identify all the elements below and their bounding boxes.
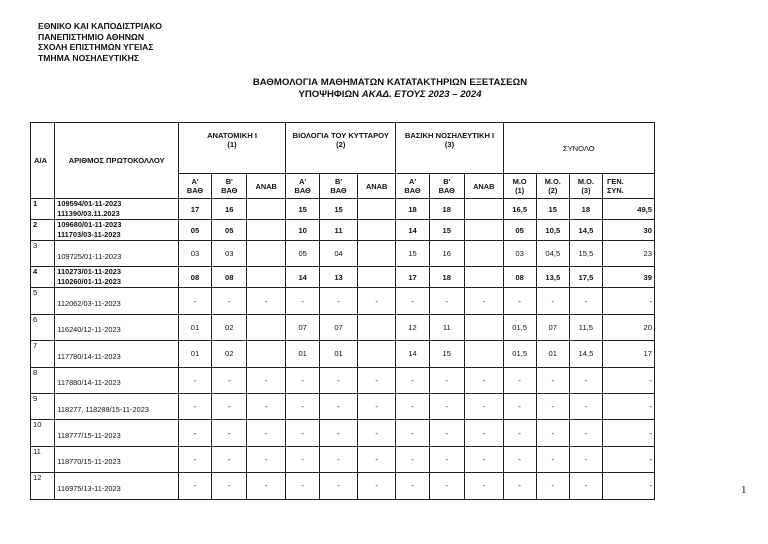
aa-header bbox=[31, 123, 55, 199]
grade-cell-a1: 03 bbox=[178, 241, 211, 267]
grand-total-label: ΓΕΝ. bbox=[606, 177, 624, 186]
grade-cell-b3: 16 bbox=[429, 241, 464, 267]
grade-cell-b1: 05 bbox=[212, 220, 247, 241]
protocol-number-secondary: 111703/03-11-2023 bbox=[57, 230, 121, 239]
grade-cell-b1: - bbox=[212, 473, 247, 499]
grade-cell-b1: - bbox=[212, 420, 247, 446]
subject2-anab-label: ΑΝΑΒ bbox=[365, 181, 388, 191]
table-row bbox=[31, 199, 655, 220]
subject1-a-label: Α' bbox=[191, 177, 199, 186]
row-number: 6 bbox=[31, 314, 55, 340]
protocol-number-cell bbox=[55, 288, 179, 314]
grade-cell-b2: - bbox=[320, 367, 358, 393]
grade-cell-m2: 04,5 bbox=[536, 241, 569, 267]
grade-cell-a2: - bbox=[286, 473, 320, 499]
grade-cell-m3: 14,5 bbox=[569, 341, 602, 367]
protocol-number-cell bbox=[55, 393, 179, 419]
grade-cell-b3: - bbox=[429, 288, 464, 314]
row-number: 12 bbox=[31, 473, 55, 499]
subject3-a-label: Α' bbox=[408, 177, 417, 186]
title-line1: ΒΑΘΜΟΛΟΓΙΑ ΜΑΘΗΜΑΤΩΝ ΚΑΤΑΤΑΚΤΗΡΙΩΝ ΕΞΕΤΑΣΕΩΝ bbox=[252, 77, 528, 88]
grade-cell-r2 bbox=[357, 314, 396, 340]
mean1-label: Μ.Ο bbox=[512, 177, 527, 186]
grade-cell-r1 bbox=[247, 220, 286, 241]
protocol-number-cell bbox=[55, 267, 179, 288]
protocol-number: 110273/01-11-2023 bbox=[57, 267, 121, 277]
grade-cell-m2: - bbox=[536, 288, 569, 314]
grade-cell-m2: 13,5 bbox=[536, 267, 569, 288]
grade-cell-m3: - bbox=[569, 420, 602, 446]
subject3-b-grade-header bbox=[429, 174, 464, 199]
grade-cell-r3: - bbox=[464, 288, 503, 314]
table-row bbox=[31, 220, 655, 241]
subject1-anab-label: ΑΝΑΒ bbox=[255, 181, 277, 191]
grade-cell-m3: - bbox=[569, 288, 602, 314]
grade-cell-r3: - bbox=[464, 393, 503, 419]
grade-cell-m3: - bbox=[569, 473, 602, 499]
grade-cell-b2: 11 bbox=[320, 220, 358, 241]
protocol-number-secondary: 111390/03.11.2023 bbox=[57, 209, 120, 218]
grade-cell-r3 bbox=[464, 241, 503, 267]
grade-cell-m1: 16,5 bbox=[503, 199, 536, 220]
table-row bbox=[31, 314, 655, 340]
grade-cell-a3: 12 bbox=[396, 314, 429, 340]
protocol-number: 109680/01-11-2023 bbox=[57, 220, 122, 229]
grade-cell-r1 bbox=[247, 314, 286, 340]
grade-cell-r3 bbox=[464, 199, 503, 220]
grade-cell-r2: - bbox=[357, 393, 396, 419]
grade-cell-b3: - bbox=[429, 393, 464, 419]
grade-cell-m1: - bbox=[503, 473, 536, 499]
grand-total-header bbox=[602, 174, 654, 199]
row-number: 3 bbox=[31, 241, 55, 267]
table-body bbox=[31, 199, 655, 500]
protocol-number: 117880/14-11-2023 bbox=[57, 378, 121, 388]
grand-total-sublabel: ΣΥΝ. bbox=[606, 186, 624, 195]
grade-cell-a1: 05 bbox=[178, 220, 211, 241]
total-header bbox=[503, 123, 654, 174]
grade-cell-a1: - bbox=[178, 446, 211, 472]
subject3-header bbox=[396, 123, 503, 174]
row-number: 7 bbox=[31, 341, 55, 367]
grade-cell-r1: - bbox=[247, 473, 286, 499]
subject1-number: (1) bbox=[227, 140, 237, 149]
grade-cell-r2 bbox=[357, 241, 396, 267]
protocol-number: 109594/01-11-2023 bbox=[57, 199, 122, 208]
grade-cell-m1: 01,5 bbox=[503, 314, 536, 340]
grade-cell-b3: 15 bbox=[429, 341, 464, 367]
grade-cell-m2: 10,5 bbox=[536, 220, 569, 241]
grade-cell-gen: - bbox=[602, 288, 654, 314]
grade-cell-a1: - bbox=[178, 420, 211, 446]
mean1-header bbox=[503, 174, 536, 199]
subject1-name: ΑΝΑΤΟΜΙΚΗ Ι bbox=[207, 131, 257, 140]
grade-cell-gen: - bbox=[602, 420, 654, 446]
grade-cell-b1: - bbox=[212, 446, 247, 472]
table-row bbox=[31, 341, 655, 367]
protocol-number: 116240/12-11-2023 bbox=[57, 325, 121, 335]
grade-cell-b3: 11 bbox=[429, 314, 464, 340]
grade-cell-b1: - bbox=[212, 288, 247, 314]
protocol-number: 118277, 118288/15-11-2023 bbox=[57, 404, 149, 414]
grade-cell-r2: - bbox=[357, 473, 396, 499]
grade-cell-m1: - bbox=[503, 288, 536, 314]
grade-cell-a3: 18 bbox=[396, 199, 429, 220]
subject1-b-sublabel: ΒΑΘ bbox=[221, 186, 238, 195]
grade-cell-b1: 08 bbox=[212, 267, 247, 288]
grade-cell-a3: 14 bbox=[396, 341, 429, 367]
grade-cell-m3: 14,5 bbox=[569, 220, 602, 241]
grade-cell-gen: 17 bbox=[602, 341, 654, 367]
subject3-a-grade-header bbox=[396, 174, 429, 199]
subject3-anab-label: ΑΝΑΒ bbox=[473, 181, 495, 191]
subject3-b-label: Β' bbox=[443, 177, 451, 186]
academic-year: ΑΚΑΔ. ΕΤΟΥΣ 2023 – 2024 bbox=[361, 88, 482, 100]
protocol-number-cell bbox=[55, 473, 179, 499]
grade-cell-a1: 08 bbox=[178, 267, 211, 288]
grade-cell-a1: 17 bbox=[178, 199, 211, 220]
grade-cell-a1: 01 bbox=[178, 314, 211, 340]
grade-cell-a2: 14 bbox=[286, 267, 320, 288]
table-row bbox=[31, 420, 655, 446]
subject2-number: (2) bbox=[336, 140, 346, 149]
grade-cell-a2: - bbox=[286, 367, 320, 393]
table-row bbox=[31, 393, 655, 419]
protocol-number: 109725/01-11-2023 bbox=[57, 251, 122, 261]
grade-cell-m2: - bbox=[536, 420, 569, 446]
grade-cell-m3: - bbox=[569, 393, 602, 419]
grade-cell-m2: - bbox=[536, 367, 569, 393]
grade-cell-b2: 04 bbox=[320, 241, 358, 267]
grade-cell-r1 bbox=[247, 341, 286, 367]
row-number: 10 bbox=[31, 420, 55, 446]
grade-cell-m1: 08 bbox=[503, 267, 536, 288]
grade-cell-b1: 02 bbox=[212, 341, 247, 367]
subject2-b-sublabel: ΒΑΘ bbox=[330, 186, 347, 195]
grade-cell-a2: - bbox=[286, 393, 320, 419]
grade-cell-r1 bbox=[247, 199, 286, 220]
university-name-line1: ΕΘΝΙΚΟ ΚΑΙ ΚΑΠΟΔΙΣΤΡΙΑΚΟ bbox=[38, 21, 162, 31]
department-name: ΤΜΗΜΑ ΝΟΣΗΛΕΥΤΙΚΗΣ bbox=[38, 52, 140, 63]
grade-cell-b3: 18 bbox=[429, 267, 464, 288]
row-number: 5 bbox=[31, 288, 55, 314]
grades-table bbox=[30, 122, 655, 500]
grade-cell-r2: - bbox=[357, 367, 396, 393]
grade-cell-a3: 14 bbox=[396, 220, 429, 241]
table-row bbox=[31, 241, 655, 267]
grade-cell-b3: 15 bbox=[429, 220, 464, 241]
subject2-name: ΒΙΟΛΟΓΙΑ ΤΟΥ ΚΥΤΤΑΡΟΥ bbox=[292, 131, 389, 140]
grade-cell-r3 bbox=[464, 267, 503, 288]
grade-cell-b1: 02 bbox=[212, 314, 247, 340]
protocol-number-cell bbox=[55, 341, 179, 367]
subject1-a-grade-header bbox=[178, 174, 211, 199]
protocol-number: 117780/14-11-2023 bbox=[57, 351, 121, 361]
school-name: ΣΧΟΛΗ ΕΠΙΣΤΗΜΩΝ ΥΓΕΙΑΣ bbox=[38, 42, 154, 52]
mean2-label: Μ.Ο. bbox=[544, 177, 561, 186]
grade-cell-m1: - bbox=[503, 446, 536, 472]
grade-cell-m3: 17,5 bbox=[569, 267, 602, 288]
grade-cell-a1: - bbox=[178, 367, 211, 393]
subject2-a-sublabel: ΒΑΘ bbox=[294, 186, 311, 195]
grade-cell-r2 bbox=[357, 199, 396, 220]
grade-cell-r1: - bbox=[247, 288, 286, 314]
grade-cell-a2: - bbox=[286, 288, 320, 314]
grade-cell-b2: - bbox=[320, 288, 358, 314]
grade-cell-b2: - bbox=[320, 446, 358, 472]
table-row bbox=[31, 473, 655, 499]
table-row bbox=[31, 288, 655, 314]
protocol-header-label: ΑΡΙΘΜΟΣ ΠΡΩΤΟΚΟΛΛΟΥ bbox=[68, 156, 165, 165]
institution-header bbox=[38, 21, 162, 63]
title-line2 bbox=[180, 89, 600, 101]
grade-cell-m3: 18 bbox=[569, 199, 602, 220]
grade-cell-r1: - bbox=[247, 446, 286, 472]
grade-cell-r3: - bbox=[464, 420, 503, 446]
grade-cell-r3: - bbox=[464, 367, 503, 393]
grade-cell-r1 bbox=[247, 241, 286, 267]
row-number: 2 bbox=[31, 220, 55, 241]
grade-cell-b2: - bbox=[320, 473, 358, 499]
total-header-label: ΣΥΝΟΛΟ bbox=[562, 143, 595, 153]
grade-cell-a1: - bbox=[178, 288, 211, 314]
grade-cell-gen: - bbox=[602, 473, 654, 499]
table-row bbox=[31, 367, 655, 393]
grade-cell-r2: - bbox=[357, 288, 396, 314]
grade-cell-gen: 49,5 bbox=[602, 199, 654, 220]
protocol-number: 118770/15-11-2023 bbox=[57, 457, 121, 467]
grade-cell-r1: - bbox=[247, 393, 286, 419]
grade-cell-a3: 15 bbox=[396, 241, 429, 267]
grade-cell-b2: 01 bbox=[320, 341, 358, 367]
grade-cell-r1: - bbox=[247, 367, 286, 393]
university-name-line2: ΠΑΝΕΠΙΣΤΗΜΙΟ ΑΘΗΝΩΝ bbox=[38, 31, 145, 42]
grade-cell-b2: 13 bbox=[320, 267, 358, 288]
grade-cell-m1: 05 bbox=[503, 220, 536, 241]
protocol-number-cell bbox=[55, 220, 179, 241]
protocol-number-cell bbox=[55, 446, 179, 472]
grade-cell-m3: - bbox=[569, 367, 602, 393]
grade-cell-m3: 15,5 bbox=[569, 241, 602, 267]
grade-cell-gen: - bbox=[602, 393, 654, 419]
subject2-anab-header bbox=[357, 174, 396, 199]
grade-cell-b1: 03 bbox=[212, 241, 247, 267]
grade-cell-a1: - bbox=[178, 393, 211, 419]
grade-cell-b2: 15 bbox=[320, 199, 358, 220]
grade-cell-r1 bbox=[247, 267, 286, 288]
grade-cell-b3: - bbox=[429, 446, 464, 472]
subject1-a-sublabel: ΒΑΘ bbox=[186, 186, 204, 195]
grade-cell-r2: - bbox=[357, 446, 396, 472]
grade-cell-m2: 01 bbox=[536, 341, 569, 367]
grade-cell-m2: 07 bbox=[536, 314, 569, 340]
grade-cell-gen: - bbox=[602, 367, 654, 393]
subject2-a-label: Α' bbox=[299, 177, 307, 186]
subject2-b-label: Β' bbox=[334, 177, 343, 186]
grade-cell-b2: - bbox=[320, 393, 358, 419]
table-row bbox=[31, 267, 655, 288]
grade-cell-r1: - bbox=[247, 420, 286, 446]
grade-cell-m1: - bbox=[503, 367, 536, 393]
subject2-b-grade-header bbox=[320, 174, 358, 199]
grade-cell-r3 bbox=[464, 220, 503, 241]
grade-cell-m2: - bbox=[536, 446, 569, 472]
grade-cell-a3: - bbox=[396, 367, 429, 393]
grade-cell-gen: 30 bbox=[602, 220, 654, 241]
grade-cell-m2: 15 bbox=[536, 199, 569, 220]
grade-cell-a2: - bbox=[286, 446, 320, 472]
grade-cell-r2 bbox=[357, 220, 396, 241]
grade-cell-a2: 15 bbox=[286, 199, 320, 220]
grade-cell-m2: - bbox=[536, 393, 569, 419]
grade-cell-b3: - bbox=[429, 367, 464, 393]
subject3-number: (3) bbox=[444, 140, 455, 149]
grade-cell-gen: 23 bbox=[602, 241, 654, 267]
row-number: 9 bbox=[31, 393, 55, 419]
page-number: 1 bbox=[741, 484, 747, 496]
grade-cell-a2: 10 bbox=[286, 220, 320, 241]
subject3-anab-header bbox=[464, 174, 503, 199]
grade-cell-b1: - bbox=[212, 367, 247, 393]
protocol-number-cell bbox=[55, 314, 179, 340]
protocol-number: 118777/15-11-2023 bbox=[57, 431, 121, 441]
grade-cell-m3: - bbox=[569, 446, 602, 472]
grade-cell-b1: - bbox=[212, 393, 247, 419]
grade-cell-r2 bbox=[357, 341, 396, 367]
grade-cell-b3: - bbox=[429, 473, 464, 499]
grade-cell-a3: - bbox=[396, 420, 429, 446]
subject1-anab-header bbox=[247, 174, 286, 199]
grade-cell-r3: - bbox=[464, 473, 503, 499]
protocol-number-cell bbox=[55, 420, 179, 446]
grade-cell-a2: 05 bbox=[286, 241, 320, 267]
grade-cell-gen: - bbox=[602, 446, 654, 472]
row-number: 11 bbox=[31, 446, 55, 472]
grade-cell-r2 bbox=[357, 267, 396, 288]
mean2-number: (2) bbox=[548, 186, 558, 195]
header-row-1 bbox=[31, 123, 655, 174]
grade-cell-a3: 17 bbox=[396, 267, 429, 288]
mean1-number: (1) bbox=[515, 186, 525, 195]
grade-cell-b2: 07 bbox=[320, 314, 358, 340]
row-number: 4 bbox=[31, 267, 55, 288]
aa-header-label: Α/Α bbox=[34, 156, 48, 165]
grade-cell-b1: 16 bbox=[212, 199, 247, 220]
subject3-a-sublabel: ΒΑΘ bbox=[404, 186, 421, 195]
grade-cell-m3: 11,5 bbox=[569, 314, 602, 340]
protocol-number-cell bbox=[55, 367, 179, 393]
grade-cell-b3: - bbox=[429, 420, 464, 446]
grade-cell-a3: - bbox=[396, 446, 429, 472]
grade-cell-gen: 39 bbox=[602, 267, 654, 288]
grade-cell-m2: - bbox=[536, 473, 569, 499]
grade-cell-m1: - bbox=[503, 420, 536, 446]
mean2-header bbox=[536, 174, 569, 199]
subject3-b-sublabel: ΒΑΘ bbox=[438, 186, 455, 195]
protocol-number-cell bbox=[55, 241, 179, 267]
subject2-header bbox=[286, 123, 396, 174]
grade-cell-r3 bbox=[464, 314, 503, 340]
subject1-b-label: Β' bbox=[225, 177, 233, 186]
grade-cell-r3: - bbox=[464, 446, 503, 472]
subject3-name: ΒΑΣΙΚΗ ΝΟΣΗΛΕΥΤΙΚΗ Ι bbox=[404, 131, 495, 140]
grade-cell-m1: 01,5 bbox=[503, 341, 536, 367]
grade-cell-r2: - bbox=[357, 420, 396, 446]
grade-cell-a2: - bbox=[286, 420, 320, 446]
grade-cell-a3: - bbox=[396, 393, 429, 419]
grade-cell-m1: 03 bbox=[503, 241, 536, 267]
grade-cell-a2: 01 bbox=[286, 341, 320, 367]
document-title bbox=[180, 77, 600, 100]
grade-cell-m1: - bbox=[503, 393, 536, 419]
grade-cell-a3: - bbox=[396, 288, 429, 314]
title-line2-prefix: ΥΠΟΨΗΦΙΩΝ bbox=[298, 88, 362, 100]
protocol-number-cell bbox=[55, 199, 179, 220]
row-number: 1 bbox=[31, 199, 55, 220]
mean3-header bbox=[569, 174, 602, 199]
grade-cell-b2: - bbox=[320, 420, 358, 446]
subject1-b-grade-header bbox=[212, 174, 247, 199]
row-number: 8 bbox=[31, 367, 55, 393]
protocol-number-secondary: 110260/01-11-2023 bbox=[57, 277, 121, 287]
grade-cell-a1: 01 bbox=[178, 341, 211, 367]
subject2-a-grade-header bbox=[286, 174, 320, 199]
protocol-number: 112062/03-11-2023 bbox=[57, 299, 121, 309]
grade-cell-a3: - bbox=[396, 473, 429, 499]
table-row bbox=[31, 446, 655, 472]
mean3-number: (3) bbox=[581, 186, 591, 195]
grade-cell-gen: 20 bbox=[602, 314, 654, 340]
mean3-label: Μ.Ο. bbox=[577, 177, 594, 186]
protocol-header bbox=[55, 123, 179, 199]
protocol-number: 116975/13-11-2023 bbox=[57, 483, 121, 493]
subject1-header bbox=[178, 123, 285, 174]
grade-cell-a1: - bbox=[178, 473, 211, 499]
grade-cell-a2: 07 bbox=[286, 314, 320, 340]
grade-cell-b3: 18 bbox=[429, 199, 464, 220]
grade-cell-r3 bbox=[464, 341, 503, 367]
